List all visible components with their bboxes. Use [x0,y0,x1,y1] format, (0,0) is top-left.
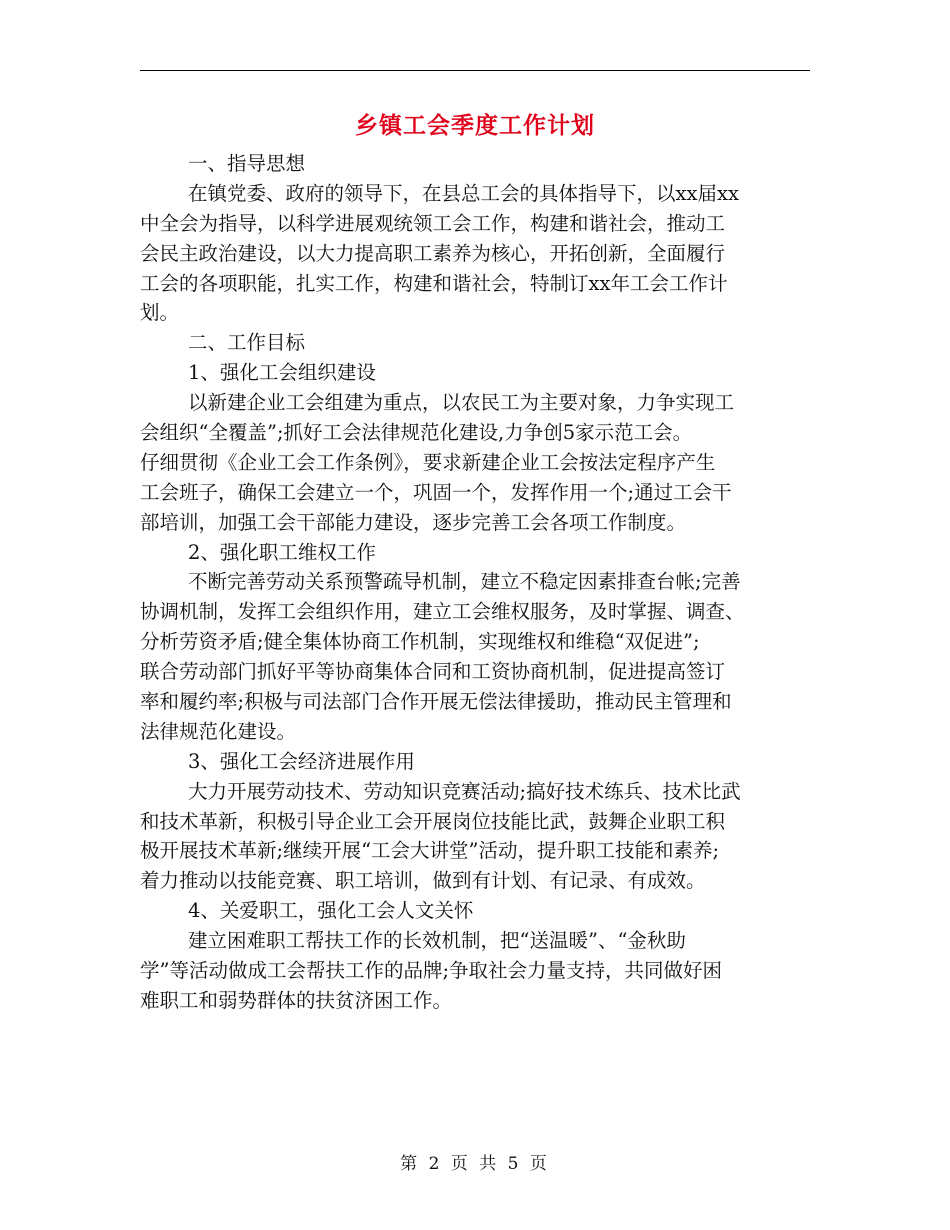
text-line: 分析劳资矛盾;健全集体协商工作机制，实现维权和维稳“双促进”; [140,630,700,654]
text-line: 联合劳动部门抓好平等协商集体合同和工资协商机制，促进提高签订 [140,660,726,684]
text-line: 工会班子，确保工会建立一个，巩固一个，发挥作用一个;通过工会干 [140,480,732,504]
text-line: 学”等活动做成工会帮扶工作的品牌;争取社会力量支持，共同做好困 [140,959,723,983]
text-line: 率和履约率;积极与司法部门合作开展无偿法律援助，推动民主管理和 [140,690,732,714]
text-line: 部培训，加强工会干部能力建设，逐步完善工会各项工作制度。 [140,510,687,534]
text-line: 工会的各项职能，扎实工作，构建和谐社会，特制订xx年工会工作计 [140,271,728,295]
text-line: 中全会为指导，以科学进展观统领工会工作，构建和谐社会，推动工 [140,211,726,235]
text-line: 2、强化职工维权工作 [188,540,376,564]
text-line: 建立困难职工帮扶工作的长效机制，把“送温暖”、“金秋助 [188,929,686,953]
text-line: 着力推动以技能竞赛、职工培训，做到有计划、有记录、有成效。 [140,869,706,893]
text-line: 4、关爱职工，强化工会人文关怀 [188,899,474,923]
text-line: 在镇党委、政府的领导下，在县总工会的具体指导下，以xx届xx [188,181,739,205]
text-line: 法律规范化建设。 [140,719,297,743]
text-line: 不断完善劳动关系预警疏导机制，建立不稳定因素排查台帐;完善 [188,570,741,594]
text-line: 二、工作目标 [188,331,306,355]
text-line: 仔细贯彻《企业工会工作条例》，要求新建企业工会按法定程序产生 [140,450,716,474]
text-line: 极开展技术革新;继续开展“工会大讲堂”活动，提升职工技能和素养; [140,839,720,863]
text-line: 1、强化工会组织建设 [188,361,376,385]
page-number: 第 2 页 共 5 页 [400,1154,550,1174]
text-line: 和技术革新，积极引导企业工会开展岗位技能比武，鼓舞企业职工积 [140,809,726,833]
text-line: 会民主政治建设，以大力提高职工素养为核心，开拓创新，全面履行 [140,241,726,265]
text-line: 一、指导思想 [188,152,306,175]
text-line: 以新建企业工会组建为重点，以农民工为主要对象，力争实现工 [188,391,735,415]
document-body [140,149,810,1016]
header-rule [140,70,810,71]
document-title: 乡镇工会季度工作计划 [355,112,595,139]
text-line: 3、强化工会经济进展作用 [188,749,415,773]
text-line: 会组织“全覆盖”;抓好工会法律规范化建设,力争创5家示范工会。 [140,421,693,445]
text-line: 大力开展劳动技术、劳动知识竞赛活动;搞好技术练兵、技术比武 [188,779,741,803]
text-line: 协调机制，发挥工会组织作用，建立工会维权服务，及时掌握、调查、 [140,600,745,624]
text-line: 难职工和弱势群体的扶贫济困工作。 [140,988,453,1012]
text-line: 划。 [140,301,180,325]
